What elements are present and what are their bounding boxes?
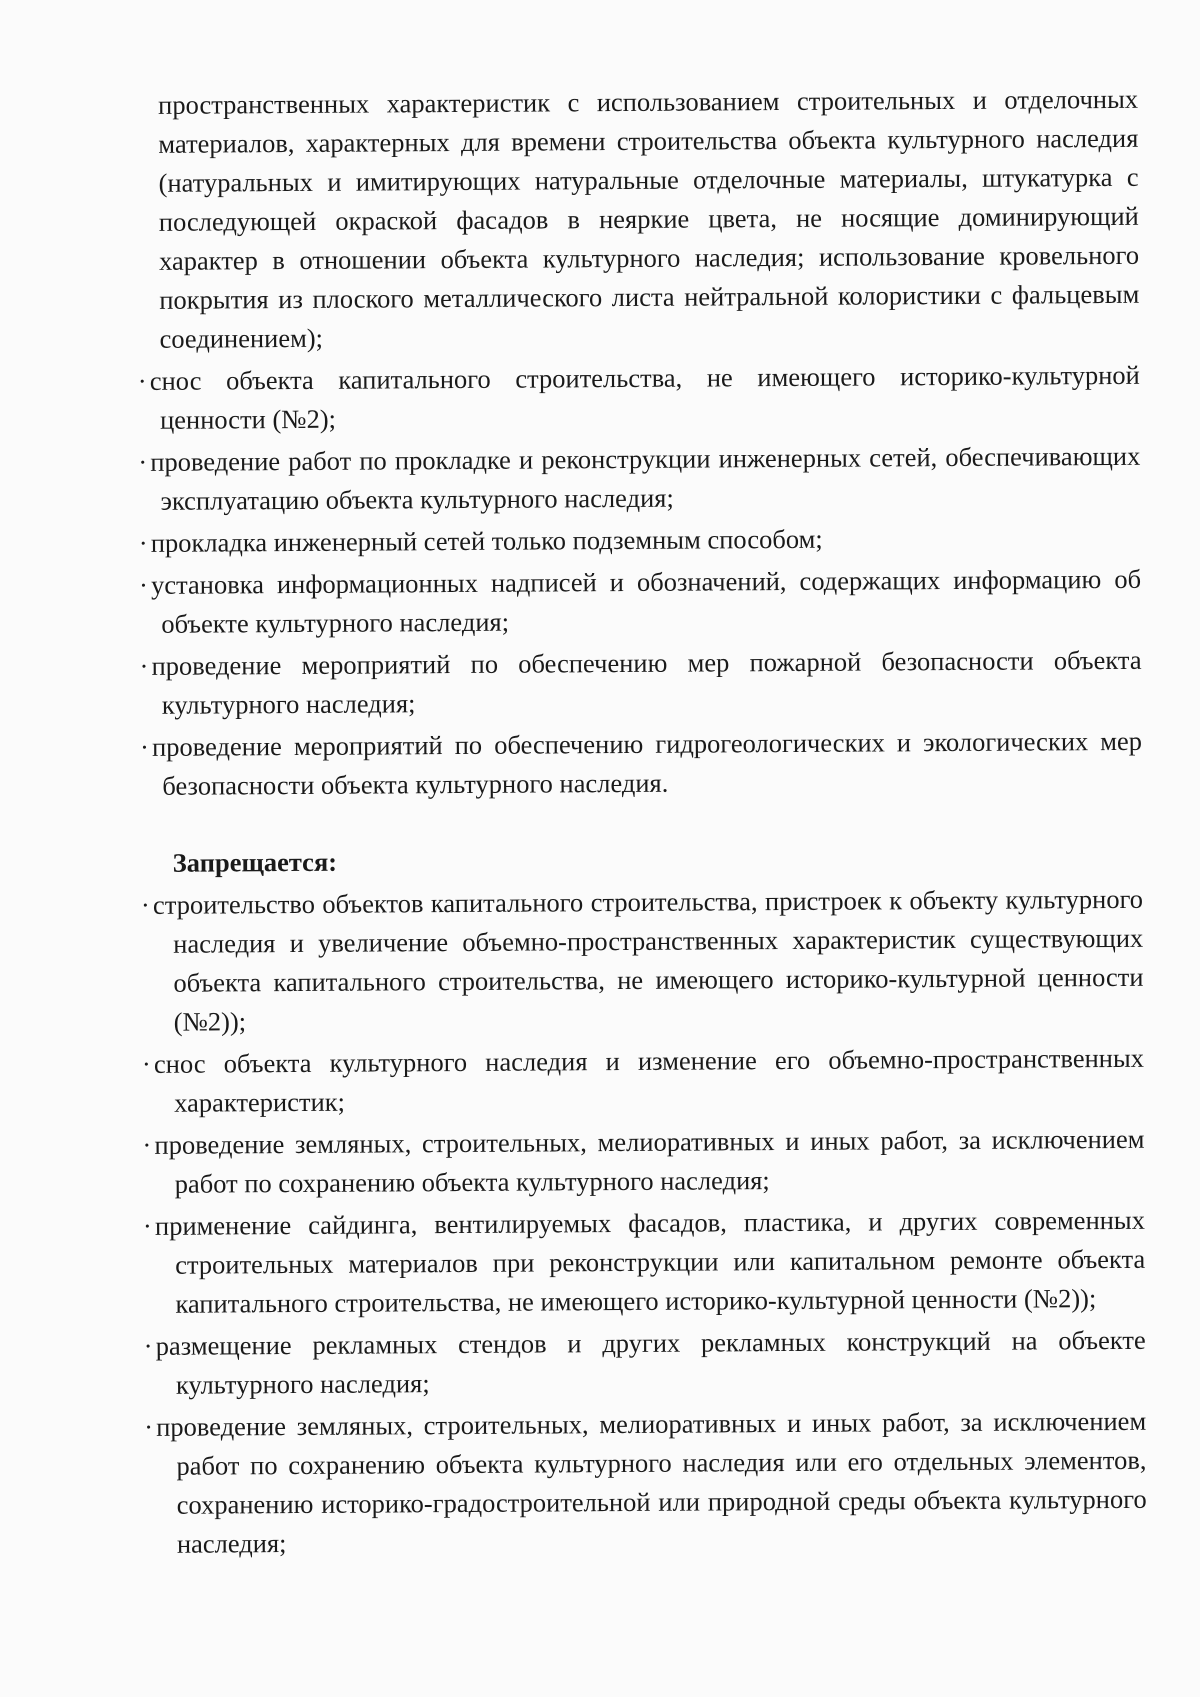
list-item [131, 641, 1141, 725]
list-item [133, 880, 1144, 1042]
list-item [131, 560, 1141, 644]
list-item [131, 518, 1141, 563]
list-item [135, 1201, 1146, 1324]
bullet-mark: · [138, 527, 148, 558]
bullet-mark: · [142, 1210, 152, 1241]
list-item-text: проведение мероприятий по обеспечению гидрогеологических и экологических мер безопасности объекта культурного наследия. [151, 725, 1143, 801]
list-item-text: проведение мероприятий по обеспечению мер пожарной безопасности объекта культурного наследия; [151, 644, 1142, 720]
list-item [130, 437, 1140, 521]
list-item-text: снос объекта капитального строительства, не имеющего историко-культурной ценности (№2); [149, 359, 1140, 435]
document-body [128, 80, 1147, 1564]
bullet-mark: · [140, 889, 150, 920]
list-item-text: установка информационных надписей и обозначений, содержащих информацию об объекте культурного наследия; [150, 563, 1142, 639]
list-item [134, 1120, 1144, 1204]
list-item-text: применение сайдинга, вентилируемых фасадов, пластика, и других современных строительных материалов при реконструкции или капитальном ремонте объекта капитального строительства, не имеющего историко-культурной ценности (№2)); [154, 1204, 1146, 1319]
list-item [134, 1039, 1144, 1123]
bullet-mark: · [144, 1411, 154, 1442]
list-item-text: проведение земляных, строительных, мелиоративных и иных работ, за исключением работ по сохранению объекта культурного наследия или его отдельных элементов, сохранению историко-градостроительной или природной среды объекта культурного наследия; [156, 1405, 1147, 1559]
bullet-mark: · [141, 1048, 151, 1079]
list-item-text: размещение рекламных стендов и других рекламных конструкций на объекте культурного наследия; [155, 1324, 1146, 1400]
list-item-text: проведение земляных, строительных, мелиоративных и иных работ, за исключением работ по сохранению объекта культурного наследия; [154, 1123, 1145, 1199]
prohibited-list [133, 880, 1147, 1564]
bullet-mark: · [143, 1330, 153, 1361]
bullet-mark: · [139, 731, 149, 762]
list-item [132, 722, 1142, 806]
intro-paragraph: пространственных характеристик с использованием строительных и отделочных материалов, характерных для времени строительства объекта культурного наследия (натуральных и имитирующих натуральные отделочные материалы, штукатурка с последующей окраской фасадов в неяркие цвета, не носящие доминирующий характер в отношении объекта культурного наследия; использование кровельного покрытия из плоского металлического листа нейтральной колористики с фальцевым соединением); [158, 83, 1140, 354]
list-item [136, 1402, 1147, 1564]
bullet-mark: · [137, 365, 147, 396]
list-item-text: проведение работ по прокладке и реконструкции инженерных сетей, обеспечивающих эксплуатацию объекта культурного наследия; [150, 440, 1141, 516]
permitted-list [130, 356, 1143, 806]
bullet-mark: · [138, 569, 148, 600]
list-item-text: снос объекта культурного наследия и изменение его объемно-пространственных характеристик; [153, 1042, 1145, 1118]
list-item-text: прокладка инженерный сетей только подземным способом; [150, 523, 823, 558]
prohibited-heading: Запрещается: [172, 846, 338, 878]
bullet-mark: · [138, 446, 148, 477]
list-item [136, 1321, 1146, 1405]
bullet-mark: · [142, 1129, 152, 1160]
list-item-text: строительство объектов капитального строительства, пристроек к объекту культурного наследия и увеличение объемно-пространственных характеристик существующих объекта капитального строительства, не имеющего историко-культурной ценности (№2)); [152, 883, 1144, 1037]
bullet-mark: · [139, 650, 149, 681]
list-item [130, 356, 1140, 440]
